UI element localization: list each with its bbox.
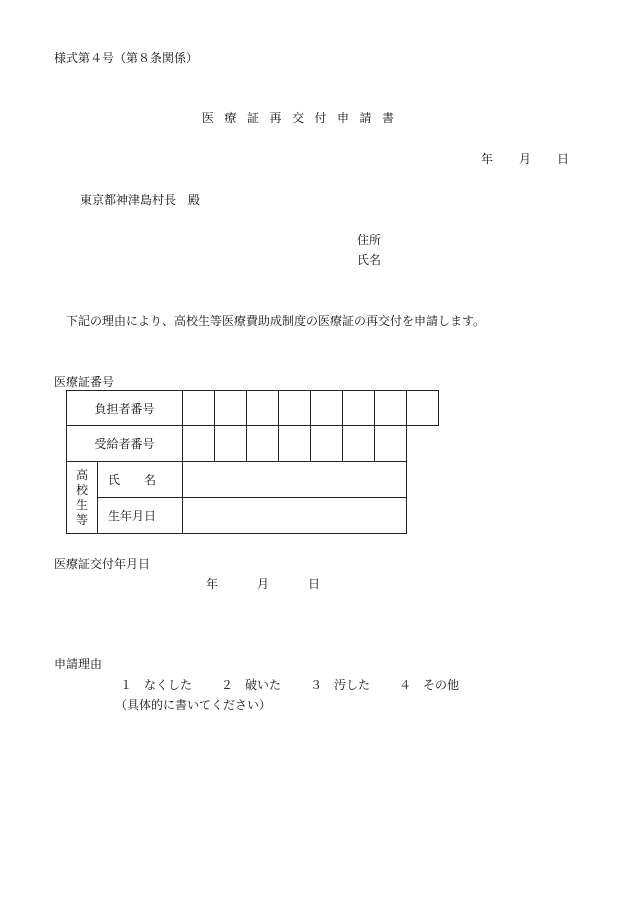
payer-digit-box[interactable] (343, 391, 375, 426)
recipient-number-label: 受給者番号 (67, 426, 183, 462)
page-title: 医療証再交付申請書 (202, 111, 405, 125)
addressee: 東京都神津島村長 殿 (80, 193, 201, 207)
reason-option-dirty[interactable]: ３ 汚した (310, 678, 371, 692)
reason-option-torn[interactable]: ２ 破いた (221, 678, 282, 692)
statement: 下記の理由により、高校生等医療費助成制度の医療証の再交付を申請します。 (66, 314, 486, 328)
payer-digit-box[interactable] (215, 391, 247, 426)
payer-number-label: 負担者番号 (67, 391, 183, 426)
recipient-digit-box[interactable] (247, 426, 279, 462)
top-date-day[interactable]: 日 (557, 152, 570, 166)
reason-option-other[interactable]: ４ その他 (399, 678, 460, 692)
medical-cert-heading: 医療証番号 (54, 375, 115, 389)
student-name-field[interactable] (183, 462, 407, 498)
recipient-digit-box[interactable] (343, 426, 375, 462)
issue-date-heading: 医療証交付年月日 (54, 557, 151, 571)
name-label[interactable]: 氏名 (357, 253, 382, 267)
recipient-digit-box[interactable] (215, 426, 247, 462)
payer-digit-box[interactable] (311, 391, 343, 426)
address-label[interactable]: 住所 (357, 233, 382, 247)
recipient-digit-box[interactable] (375, 426, 407, 462)
payer-digit-box[interactable] (407, 391, 439, 426)
birthdate-field[interactable] (183, 498, 407, 534)
top-date-month[interactable]: 月 (519, 152, 532, 166)
form-number: 様式第４号（第８条関係） (54, 51, 199, 65)
medical-cert-table (66, 390, 439, 534)
high-school-student-label: 高 校 生 等 (67, 462, 98, 534)
payer-digit-box[interactable] (183, 391, 215, 426)
student-name-label: 氏 名 (98, 462, 183, 498)
payer-digit-box[interactable] (279, 391, 311, 426)
recipient-digit-box[interactable] (279, 426, 311, 462)
blank-cell (407, 426, 439, 462)
payer-digit-box[interactable] (247, 391, 279, 426)
issue-date-year[interactable]: 年 (206, 577, 219, 591)
issue-date-month[interactable]: 月 (257, 577, 270, 591)
top-date-year[interactable]: 年 (481, 152, 494, 166)
reason-heading: 申請理由 (54, 657, 103, 671)
birthdate-label: 生年月日 (98, 498, 183, 534)
blank-cell (407, 498, 439, 534)
recipient-digit-box[interactable] (311, 426, 343, 462)
payer-digit-box[interactable] (375, 391, 407, 426)
reason-option-lost[interactable]: １ なくした (120, 678, 193, 692)
issue-date-day[interactable]: 日 (308, 577, 321, 591)
reason-note: （具体的に書いてください） (115, 698, 272, 712)
blank-cell (407, 462, 439, 498)
recipient-digit-box[interactable] (183, 426, 215, 462)
